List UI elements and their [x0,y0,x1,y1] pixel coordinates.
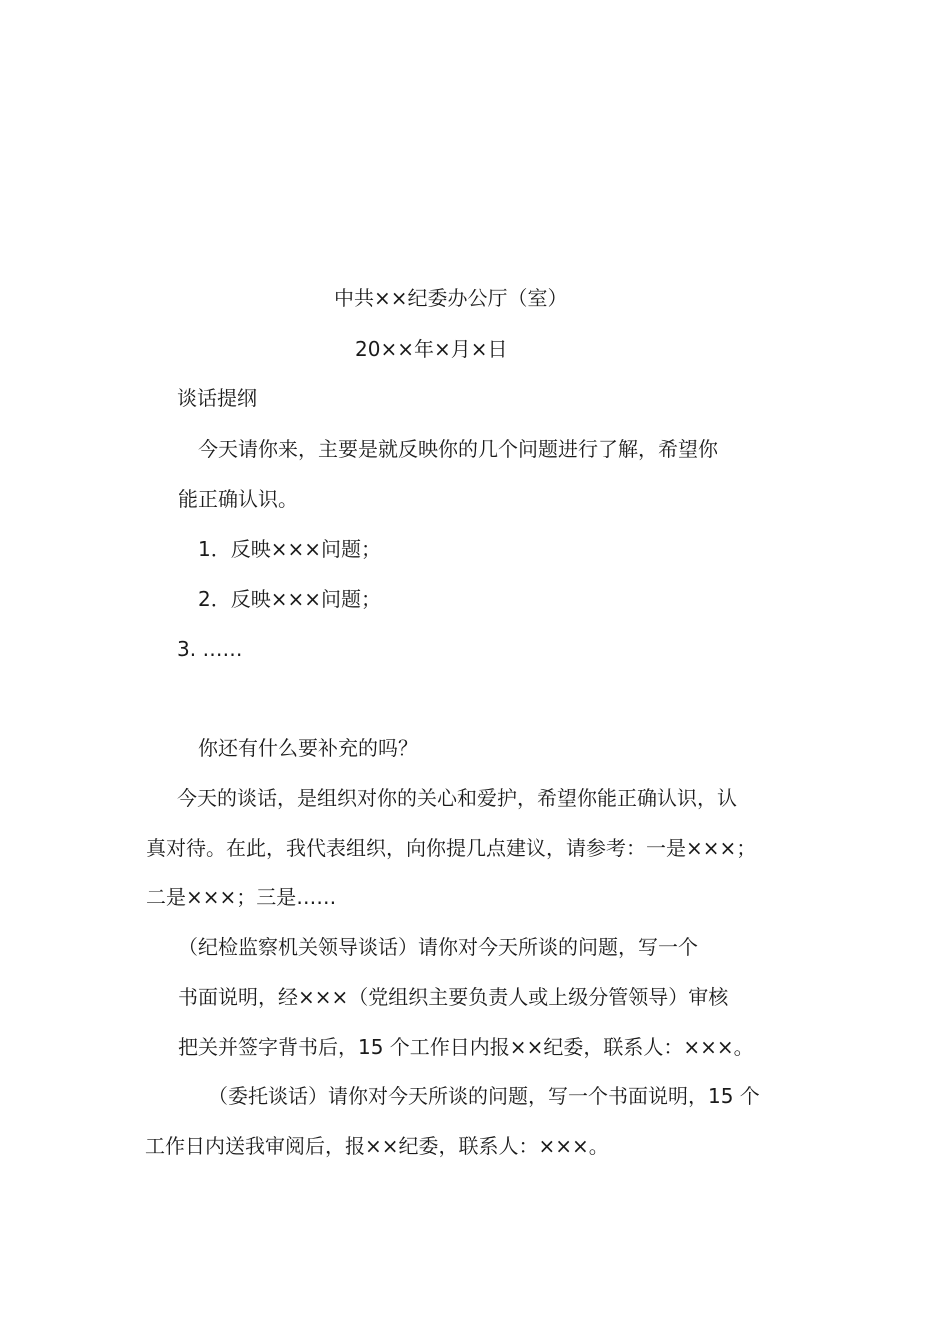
leader-talk-line-1: （纪检监察机关领导谈话）请你对今天所谈的问题，写一个 [178,935,698,959]
list-item: 3. …… [177,637,243,661]
intro-line-2: 能正确认识。 [178,487,298,511]
intro-line-1: 今天请你来，主要是就反映你的几个问题进行了解，希望你 [198,437,718,461]
leader-talk-line-2: 书面说明，经×××（党组织主要负责人或上级分管领导）审核 [178,985,729,1009]
issuer-line: 中共××纪委办公厅（室） [334,286,568,310]
list-item: 2．反映×××问题； [198,587,381,611]
delegated-talk-line-1: （委托谈话）请你对今天所谈的问题，写一个书面说明，15 个 [208,1084,760,1108]
date-line: 20××年×月×日 [355,337,508,361]
closing-line-2: 真对待。在此，我代表组织，向你提几点建议，请参考：一是×××； [146,836,757,860]
question-line: 你还有什么要补充的吗？ [198,736,418,760]
delegated-talk-line-2: 工作日内送我审阅后，报××纪委，联系人：×××。 [145,1134,609,1158]
leader-talk-line-3: 把关并签字背书后，15 个工作日内报××纪委，联系人：×××。 [178,1035,754,1059]
closing-line-3: 二是×××；三是…… [146,885,337,909]
document-title: 谈话提纲 [177,386,257,410]
list-item: 1．反映×××问题； [198,537,381,561]
closing-line-1: 今天的谈话，是组织对你的关心和爱护，希望你能正确认识，认 [177,786,737,810]
